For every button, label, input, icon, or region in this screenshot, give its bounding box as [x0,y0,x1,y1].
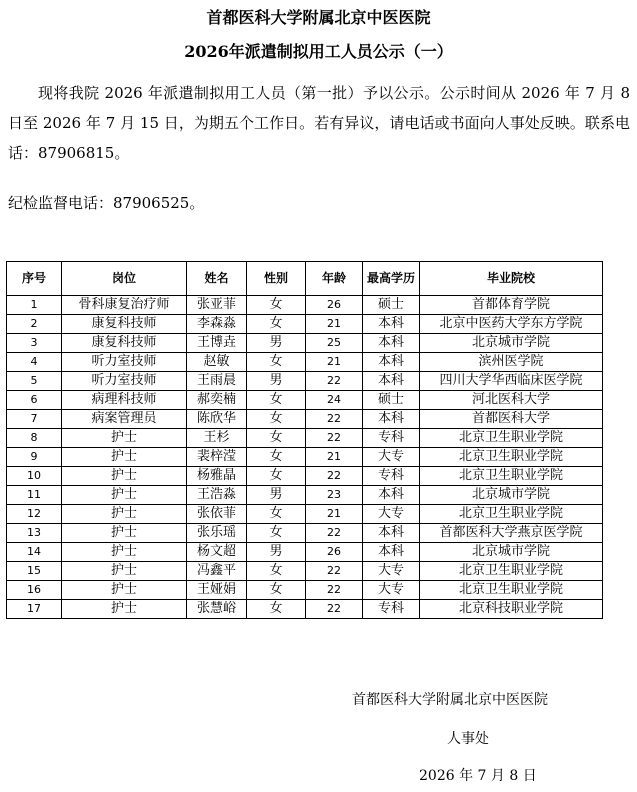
cell-school: 北京中医药大学东方学院 [420,315,603,334]
cell-gender: 女 [247,524,306,543]
table-row [7,562,603,581]
table-row [7,505,603,524]
cell-school: 北京城市学院 [420,486,603,505]
cell-position: 护士 [62,486,187,505]
cell-gender: 男 [247,334,306,353]
cell-school: 北京科技职业学院 [420,600,603,619]
cell-school: 滨州医学院 [420,353,603,372]
signature-date: 2026 年 7 月 8 日 [419,768,537,784]
cell-index: 10 [7,467,62,486]
table-row [7,315,603,334]
cell-name: 王娅娟 [187,581,247,600]
cell-name: 王雨晨 [187,372,247,391]
cell-index: 1 [7,296,62,315]
cell-age: 22 [306,467,363,486]
cell-name: 张乐瑶 [187,524,247,543]
cell-education: 大专 [363,505,420,524]
cell-education: 大专 [363,581,420,600]
header-age: 年龄 [306,262,363,296]
cell-age: 22 [306,429,363,448]
header-name: 姓名 [187,262,247,296]
signature-department: 人事处 [447,731,489,747]
table-row [7,296,603,315]
cell-age: 21 [306,505,363,524]
cell-school: 北京卫生职业学院 [420,448,603,467]
cell-age: 21 [306,353,363,372]
cell-gender: 女 [247,600,306,619]
table-row [7,372,603,391]
cell-gender: 男 [247,372,306,391]
cell-age: 26 [306,296,363,315]
table-row [7,581,603,600]
cell-index: 7 [7,410,62,429]
cell-age: 24 [306,391,363,410]
cell-education: 大专 [363,448,420,467]
cell-school: 北京城市学院 [420,543,603,562]
cell-age: 22 [306,581,363,600]
cell-position: 护士 [62,429,187,448]
cell-gender: 女 [247,562,306,581]
cell-position: 听力室技师 [62,353,187,372]
cell-name: 杨雅晶 [187,467,247,486]
table-row [7,524,603,543]
cell-position: 护士 [62,562,187,581]
cell-school: 北京城市学院 [420,334,603,353]
header-school: 毕业院校 [420,262,603,296]
cell-position: 骨科康复治疗师 [62,296,187,315]
cell-name: 冯鑫平 [187,562,247,581]
cell-index: 13 [7,524,62,543]
cell-name: 张亚菲 [187,296,247,315]
cell-school: 北京卫生职业学院 [420,581,603,600]
cell-position: 病案管理员 [62,410,187,429]
cell-gender: 女 [247,505,306,524]
cell-index: 9 [7,448,62,467]
cell-index: 2 [7,315,62,334]
header-position: 岗位 [62,262,187,296]
cell-age: 21 [306,448,363,467]
cell-gender: 女 [247,429,306,448]
cell-position: 护士 [62,505,187,524]
cell-name: 王浩淼 [187,486,247,505]
cell-school: 北京卫生职业学院 [420,429,603,448]
cell-index: 14 [7,543,62,562]
cell-index: 17 [7,600,62,619]
cell-name: 杨文超 [187,543,247,562]
cell-age: 22 [306,524,363,543]
cell-education: 专科 [363,429,420,448]
cell-position: 护士 [62,581,187,600]
table-row [7,448,603,467]
notice-body: 现将我院 2026 年派遣制拟用工人员（第一批）予以公示。公示时间从 2026 年 7 月 8 日至 2026 年 7 月 15 日，为期五个工作日。若有异议，请电话或书面向人事处反映。联系电话：87906815。 [8,84,630,162]
cell-education: 专科 [363,600,420,619]
cell-position: 听力室技师 [62,372,187,391]
cell-education: 大专 [363,562,420,581]
notice-title: 2026年派遣制拟用工人员公示（一） [184,42,453,61]
cell-name: 郝奕楠 [187,391,247,410]
cell-age: 22 [306,562,363,581]
cell-education: 硕士 [363,391,420,410]
cell-index: 6 [7,391,62,410]
cell-education: 本科 [363,353,420,372]
table-header-row [7,262,603,296]
cell-gender: 男 [247,486,306,505]
cell-education: 本科 [363,486,420,505]
table-row [7,429,603,448]
table-body [7,296,603,619]
table-row [7,486,603,505]
cell-index: 4 [7,353,62,372]
table-row [7,334,603,353]
cell-school: 河北医科大学 [420,391,603,410]
cell-name: 陈欣华 [187,410,247,429]
cell-position: 护士 [62,543,187,562]
cell-age: 22 [306,600,363,619]
table-row [7,391,603,410]
cell-position: 病理科技师 [62,391,187,410]
cell-education: 本科 [363,372,420,391]
cell-education: 本科 [363,543,420,562]
cell-name: 李森淼 [187,315,247,334]
candidate-table [6,261,603,619]
cell-position: 护士 [62,448,187,467]
cell-name: 张依菲 [187,505,247,524]
table-row [7,467,603,486]
header-index: 序号 [7,262,62,296]
cell-age: 26 [306,543,363,562]
cell-index: 16 [7,581,62,600]
cell-school: 首都体育学院 [420,296,603,315]
header-gender: 性别 [247,262,306,296]
cell-school: 北京卫生职业学院 [420,562,603,581]
cell-education: 本科 [363,315,420,334]
cell-age: 22 [306,372,363,391]
cell-gender: 女 [247,448,306,467]
cell-index: 8 [7,429,62,448]
cell-age: 21 [306,315,363,334]
cell-position: 护士 [62,524,187,543]
cell-age: 25 [306,334,363,353]
cell-index: 12 [7,505,62,524]
cell-gender: 女 [247,296,306,315]
table-row [7,410,603,429]
cell-education: 硕士 [363,296,420,315]
cell-school: 首都医科大学燕京医学院 [420,524,603,543]
cell-gender: 女 [247,410,306,429]
header-education: 最高学历 [363,262,420,296]
cell-position: 护士 [62,467,187,486]
org-title: 首都医科大学附属北京中医医院 [206,8,431,27]
cell-name: 张慧峪 [187,600,247,619]
cell-education: 本科 [363,334,420,353]
cell-position: 康复科技师 [62,334,187,353]
cell-education: 本科 [363,524,420,543]
cell-age: 22 [306,410,363,429]
cell-gender: 女 [247,467,306,486]
supervision-phone-line: 纪检监督电话：87906525。 [8,194,205,212]
cell-position: 康复科技师 [62,315,187,334]
cell-school: 首都医科大学 [420,410,603,429]
table-row [7,353,603,372]
cell-school: 北京卫生职业学院 [420,505,603,524]
cell-index: 3 [7,334,62,353]
cell-name: 王博垚 [187,334,247,353]
cell-index: 15 [7,562,62,581]
cell-position: 护士 [62,600,187,619]
cell-education: 本科 [363,410,420,429]
table-row [7,543,603,562]
cell-gender: 女 [247,353,306,372]
cell-name: 裴梓滢 [187,448,247,467]
cell-gender: 女 [247,581,306,600]
cell-gender: 女 [247,391,306,410]
cell-name: 王杉 [187,429,247,448]
cell-school: 四川大学华西临床医学院 [420,372,603,391]
cell-gender: 男 [247,543,306,562]
signature-organization: 首都医科大学附属北京中医医院 [352,692,548,708]
cell-school: 北京卫生职业学院 [420,467,603,486]
cell-age: 23 [306,486,363,505]
cell-gender: 女 [247,315,306,334]
cell-index: 11 [7,486,62,505]
cell-name: 赵敏 [187,353,247,372]
table-row [7,600,603,619]
cell-education: 专科 [363,467,420,486]
cell-index: 5 [7,372,62,391]
